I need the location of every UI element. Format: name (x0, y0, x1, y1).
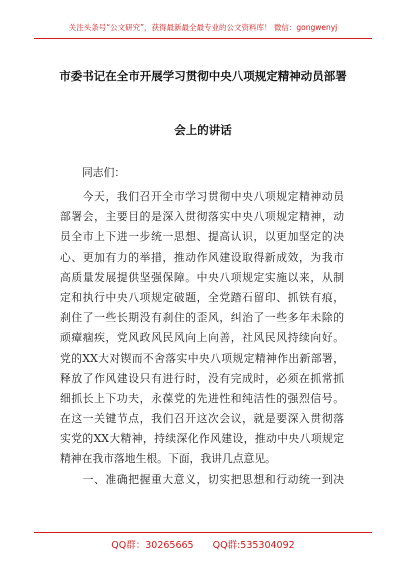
salutation: 同志们： (82, 166, 126, 179)
footer-contacts (34, 537, 372, 551)
document-title: 市委书记在全市开展学习贯彻中央八项规定精神动员部署 (59, 69, 347, 83)
body-line: 释放了作风建设只有进行时，没有完成时，必须在抓常抓 (60, 371, 344, 385)
body-line: 在这一关键节点，我们召开这次会议，就是要深入贯彻落 (60, 412, 344, 426)
header-divider (34, 38, 372, 39)
body-line: 高质量发展提供坚强保障。中央八项规定实施以来，从制 (60, 270, 344, 284)
section-heading-line: 一、准确把握重大意义，切实把思想和行动统一到决 (82, 472, 344, 486)
body-line: 实党的XX大精神，持续深化作风建设，推动中央八项规定 (60, 432, 344, 446)
body-line: 部署会，主要目的是深入贯彻落实中央八项规定精神，动 (60, 210, 344, 224)
body-line: 刹住了一些长期没有刹住的歪风，纠治了一些多年未除的 (60, 311, 344, 325)
body-line: 今天，我们召开全市学习贯彻中央八项规定精神动员 (82, 190, 344, 203)
body-line: 顽瘴痼疾，党风政风民风向上向善，社风民风持续向好。 (60, 331, 344, 345)
footer-divider (34, 532, 372, 533)
body-line: 定和执行中央八项规定破题，全党踏石留印、抓铁有痕， (60, 290, 344, 304)
document-title-continued: 会上的讲话 (174, 123, 232, 137)
footer-qq-group-1: QQ群：30265665 (111, 540, 194, 551)
body-line: 员全市上下进一步统一思想、提高认识，以更加坚定的决 (60, 230, 344, 244)
document-body (60, 187, 344, 490)
body-line: 精神在我市落地生根。下面，我讲几点意见。 (60, 452, 276, 466)
body-line: 心、更加有力的举措，推动作风建设取得新成效，为我市 (60, 250, 344, 264)
header-notice: 关注头条号“公文研究”，获得最新最全最专业的公文资料库！ 微信：gongwenyj (68, 23, 338, 32)
footer-qq-group-2: QQ群:535304092 (212, 540, 295, 551)
body-line: 细抓长上下功夫，永葆党的先进性和纯洁性的强烈信号。 (60, 391, 344, 405)
body-line: 党的XX大对锲而不舍落实中央八项规定精神作出新部署， (60, 351, 344, 365)
